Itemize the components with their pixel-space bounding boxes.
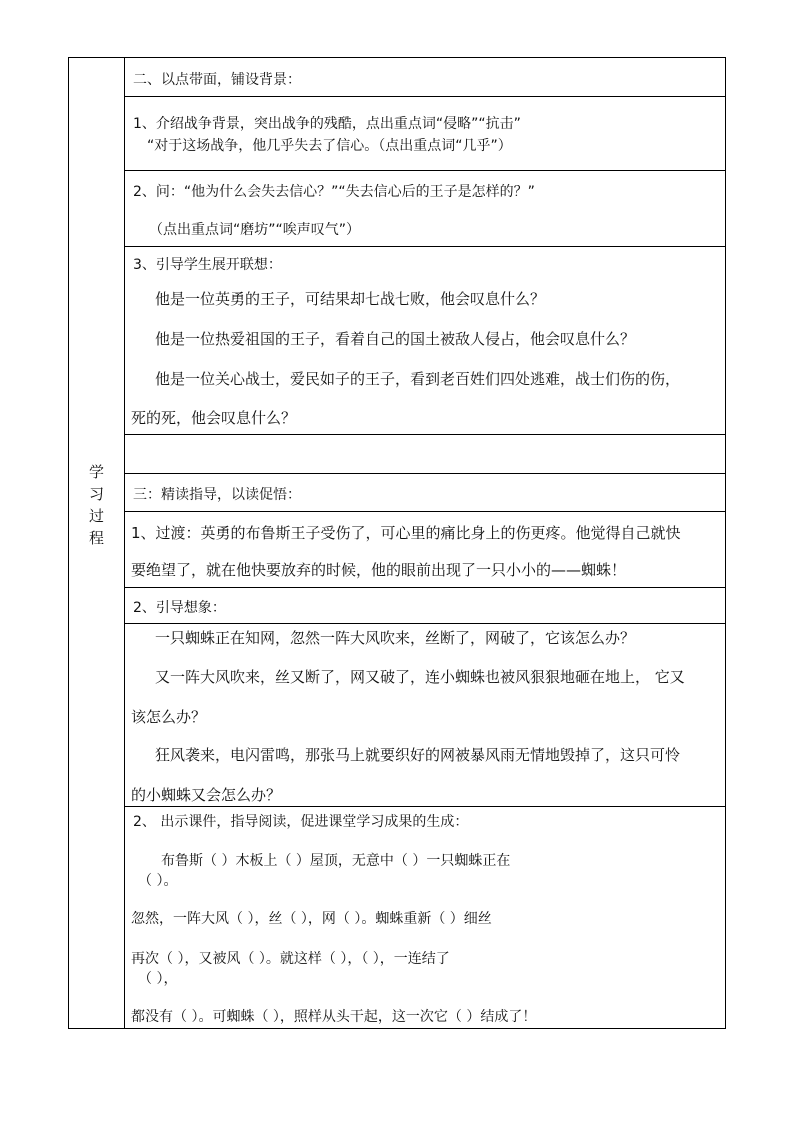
section-two-heading-row <box>125 58 725 97</box>
imagination-p3a: 他是一位关心战士，爱民如子的王子，看到老百姓们四处逃难，战士们伤的伤， <box>155 370 681 388</box>
fill-blank-line6: 都没有（ ）。可蜘蛛（ ），照样从头干起，这一次它（ ）结成了！ <box>131 1009 537 1025</box>
fill-blank-line5: （ ）， <box>138 971 178 987</box>
question-row <box>125 171 725 247</box>
stage-column <box>69 58 125 1028</box>
guide-imagination-row <box>125 588 725 624</box>
imagination-row <box>125 247 725 435</box>
imagination-p1: 他是一位英勇的王子，可结果却七战七败，他会叹息什么？ <box>155 290 546 308</box>
spider-story-p3b: 的小蜘蛛又会怎么办？ <box>131 786 282 804</box>
transition-row <box>125 512 725 588</box>
imagination-heading: 3、引导学生展开联想： <box>133 257 282 273</box>
imagination-p2: 他是一位热爱祖国的王子，看着自己的国土被敌人侵占，他会叹息什么？ <box>155 330 636 348</box>
spider-story-row <box>125 624 725 807</box>
fill-blank-line2: （ ）。 <box>138 873 178 889</box>
fill-blank-row <box>125 807 725 1030</box>
guide-imagination-heading: 2、引导想象： <box>133 600 226 616</box>
war-background-line1: 1、介绍战争背景，突出战争的残酷，点出重点词“侵略”“抗击” <box>133 116 521 132</box>
section-two-heading: 二、以点带面，铺设背景： <box>133 72 301 88</box>
war-background-line2: “对于这场战争，他几乎失去了信心。（点出重点词“几乎”） <box>147 138 512 154</box>
transition-line1: 1、过渡：英勇的布鲁斯王子受伤了，可心里的痛比身上的伤更疼。他觉得自己就快 <box>131 524 681 542</box>
war-background-row <box>125 97 725 171</box>
spider-story-p3a: 狂风袭来，电闪雷鸣，那张马上就要织好的网被暴风雨无情地毁掉了，这只可怜 <box>155 746 681 764</box>
question-line2: （点出重点词“磨坊”“唉声叹气”） <box>149 222 361 238</box>
fill-blank-line4: 再次（ ），又被风（ ）。就这样（ ），（ ），一连结了 <box>131 951 450 967</box>
fill-blank-line3: 忽然，一阵大风（ ），丝（ ），网（ ）。蜘蛛重新（ ）细丝 <box>131 911 492 927</box>
spider-story-p2b: 该怎么办？ <box>131 708 207 726</box>
section-three-heading: 三：精读指导，以读促悟： <box>133 487 301 503</box>
lesson-plan-table <box>68 57 726 1029</box>
stage-label: 学 习 过 程 <box>88 463 104 547</box>
fill-blank-line1: 布鲁斯（ ）木板上（ ）屋顶，无意中（ ）一只蜘蛛正在 <box>161 853 511 869</box>
imagination-p3b: 死的死，他会叹息什么？ <box>131 409 297 427</box>
spider-story-p2a: 又一阵大风吹来，丝又断了，网又破了，连小蜘蛛也被风狠狠地砸在地上， 它又 <box>155 668 685 686</box>
spider-story-p1: 一只蜘蛛正在知网，忽然一阵大风吹来，丝断了，网破了，它该怎么办？ <box>155 629 636 647</box>
section-three-heading-row <box>125 474 725 512</box>
transition-line2: 要绝望了，就在他快要放弃的时候，他的眼前出现了一只小小的——蜘蛛！ <box>131 561 627 579</box>
question-line1: 2、问：“他为什么会失去信心？”“失去信心后的王子是怎样的？” <box>133 184 535 200</box>
fill-blank-heading: 2、 出示课件，指导阅读，促进课堂学习成果的生成： <box>133 814 469 830</box>
empty-row <box>125 435 725 474</box>
